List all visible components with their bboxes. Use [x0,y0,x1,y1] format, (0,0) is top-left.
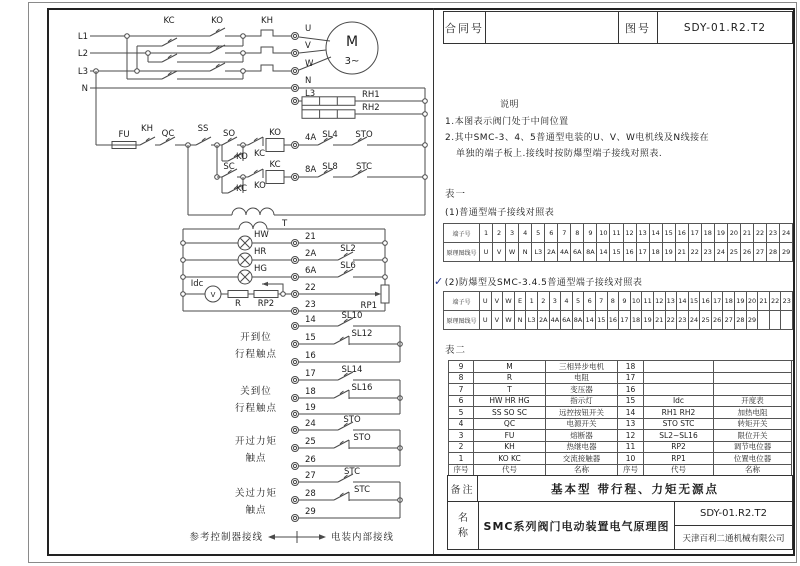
wire-header: 原理图线号 [444,311,480,330]
label-4a: 4A [305,133,317,143]
terminal-table-explosion-proof [443,291,793,330]
note-line-3: 单独的端子板上.接线时按防爆型端子接线对照表. [456,149,663,159]
table-cell: 2A [545,243,558,262]
table-cell: 27 [723,311,735,330]
legend-cell [644,361,714,373]
label-n: N [81,84,88,94]
label-sl14: SL14 [341,365,363,375]
label-hr: HR [254,247,267,257]
table-cell: 13 [637,224,650,243]
group-open-travel-line1: 开到位 [240,332,272,343]
legend-cell: 熔断器 [546,430,618,442]
label-24: 24 [305,419,316,429]
table-cell: 5 [532,224,545,243]
label-ko-coil: KO [269,128,281,138]
table-cell: 8 [608,292,620,311]
legend-cell: 三相异步电机 [546,361,618,373]
note-line-2: 2.其中SMC-3、4、5普通型电装的U、V、W电机线及N线接在 [445,133,710,143]
legend-cell: 序号 [618,465,644,477]
legend-cell: 14 [618,407,644,419]
legend-row [449,419,793,431]
table-cell: 21 [758,292,770,311]
table1-subtitle: (1)普通型端子接线对照表 [445,208,555,218]
legend-cell: 17 [618,373,644,385]
table-cell: U [480,292,492,311]
label-ss: SS [197,124,209,134]
remark-label: 备注 [448,476,478,501]
table-cell: 6 [584,292,596,311]
table-cell: 5 [573,292,585,311]
travel-open-group [235,311,402,366]
group-close-torque-line2: 触点 [245,505,267,516]
table-cell: 18 [723,292,735,311]
table-cell: 6 [545,224,558,243]
torque-close-group [235,467,402,522]
legend-cell: HW HR HG [474,396,546,408]
table-cell [770,311,782,330]
legend-cell: 6 [449,396,474,408]
label-27: 27 [305,471,316,481]
label-kh-relay: KH [261,16,273,26]
legend-cell: 代号 [474,465,546,477]
label-ko-holding: KO [236,152,248,162]
terminal-cells [480,224,793,243]
label-ko-interlock: KO [254,181,266,191]
label-sl2: SL2 [340,244,356,254]
table-cell: 28 [735,311,747,330]
label-l3: L3 [77,67,88,77]
table-cell: 22 [666,311,678,330]
label-hw: HW [254,230,269,240]
legend-cell: 变压器 [546,384,618,396]
table-cell: V [492,292,504,311]
table-row [444,243,793,262]
legend-cell: 加热电阻 [714,407,792,419]
group-open-torque-line1: 开过力矩 [234,436,278,447]
table-cell: 14 [677,292,689,311]
label-sl4: SL4 [322,130,338,140]
label-6a: 6A [305,266,317,276]
table-cell: 29 [780,243,793,262]
table-cell: 21 [676,243,689,262]
label-29: 29 [305,507,316,517]
label-22: 22 [305,283,316,293]
legend-cell: 交流接触器 [546,453,618,465]
label-n-terminal: N [305,76,312,86]
label-idc: Idc [190,279,204,289]
table-cell: 1 [526,292,538,311]
table-cell: 14 [650,224,663,243]
label-kc-coil: KC [269,160,281,170]
table-cell: L3 [526,311,538,330]
label-18: 18 [305,387,316,397]
legend-cell: 18 [618,361,644,373]
indication-circuit [181,230,389,315]
label-16: 16 [305,351,316,361]
drawing-no-label: 图号 [619,12,658,43]
legend-cell: 11 [618,442,644,454]
table-row [444,292,793,311]
table-cell: 4 [519,224,532,243]
table-cell: 2 [538,292,550,311]
voltmeter-letter: V [210,291,216,299]
table-cell: 24 [780,224,793,243]
legend-cell: SL2~SL16 [644,430,714,442]
legend-cell: 10 [618,453,644,465]
table-cell: 14 [597,243,610,262]
label-21: 21 [305,232,316,242]
legend-cell [644,373,714,385]
wire-cells [480,243,793,262]
table-cell [758,311,770,330]
table-cell: 13 [666,292,678,311]
legend-cell: QC [474,419,546,431]
label-sto-open: STO [355,130,373,140]
label-so: SO [222,129,236,139]
table-cell: 17 [689,224,702,243]
legend-cell: M [474,361,546,373]
title-bar-table [443,11,793,44]
table-cell: U [480,311,492,330]
label-rh1: RH1 [362,90,380,100]
table-cell: 23 [702,243,715,262]
table-cell: 21 [654,311,666,330]
table-cell: 24 [715,243,728,262]
label-sl10: SL10 [341,311,363,321]
contract-no-value [486,12,619,43]
legend-cell: Idc [644,396,714,408]
wire-cells [480,311,793,330]
name-block [447,502,793,550]
legend-cell: RP2 [644,442,714,454]
table-cell: 21 [741,224,754,243]
table-cell: 22 [689,243,702,262]
table-cell: 25 [728,243,741,262]
label-8a: 8A [305,165,317,175]
label-qc: QC [161,129,175,139]
table-cell: 3 [506,224,519,243]
group-close-travel-line1: 关到位 [240,386,272,397]
legend-cell [644,384,714,396]
label-v-terminal: V [305,41,311,51]
table-cell: 16 [700,292,712,311]
legend-row [449,373,793,385]
legend-cell: 名称 [546,465,618,477]
table-cell: 26 [741,243,754,262]
label-sl16: SL16 [351,383,373,393]
drawing-number: SDY-01.R2.T2 [675,502,792,526]
group-close-travel-line2: 行程触点 [234,403,278,414]
table-cell: 16 [676,224,689,243]
power-circuit [78,16,425,94]
table-cell [781,311,793,330]
table-cell: 16 [608,311,620,330]
table-cell: 23 [767,224,780,243]
legend-cell: T [474,384,546,396]
legend-cell: KO KC [474,453,546,465]
table-cell: W [506,243,519,262]
drawing-no-value: SDY-01.R2.T2 [683,21,767,34]
table-cell: 23 [781,292,793,311]
legend-cell: 2 [449,442,474,454]
legend-cell: 15 [618,396,644,408]
table-row [444,311,793,330]
notes-title: 说明 [500,100,520,110]
table-cell: 17 [712,292,724,311]
legend-cell: 12 [618,430,644,442]
table-cell: 18 [631,311,643,330]
legend-cell: 4 [449,419,474,431]
group-open-travel-line2: 行程触点 [234,349,278,360]
motor-phase: 3~ [344,56,360,67]
table-cell: V [493,243,506,262]
table-cell: 18 [702,224,715,243]
legend-cell: RH1 RH2 [644,407,714,419]
label-kh-contact: KH [141,124,153,134]
table-cell: 19 [642,311,654,330]
table-cell: 8 [571,224,584,243]
legend-cell: 1 [449,453,474,465]
label-19: 19 [305,403,316,413]
legend-row [449,453,793,465]
legend-cell: 序号 [449,465,474,477]
legend-cell: 3 [449,430,474,442]
travel-close-group [235,365,402,418]
table-cell: N [519,243,532,262]
label-sl6: SL6 [340,261,356,271]
table-cell: 25 [700,311,712,330]
label-sl12: SL12 [351,329,373,339]
legend-cell [714,384,792,396]
table-cell: 11 [610,224,623,243]
legend-cell: R [474,373,546,385]
table-cell: 26 [712,311,724,330]
table1-caption: 表一 [445,189,467,200]
legend-cell: 7 [449,384,474,396]
table-cell: 15 [596,311,608,330]
label-28: 28 [305,489,316,499]
group-open-torque-line2: 触点 [245,453,267,464]
legend-cell: 位置电位器 [714,453,792,465]
legend-cell [714,361,792,373]
legend-cell: 电源开关 [546,419,618,431]
table2-subtitle: (2)防爆型及SMC-3.4.5普通型端子接线对照表 [444,278,643,288]
legend-cell: 限位开关 [714,430,792,442]
label-kc-contactor: KC [163,16,175,26]
check-mark: ✓ [434,275,444,288]
legend-cell: KH [474,442,546,454]
legend-cell: 转矩开关 [714,419,792,431]
table-cell: 2 [493,224,506,243]
table-cell: 10 [597,224,610,243]
company-name: 天津百利二通机械有限公司 [682,533,785,544]
table-cell: 15 [663,224,676,243]
table-cell: 18 [650,243,663,262]
table-cell: 12 [624,224,637,243]
wire-header: 原理图线号 [444,243,480,262]
table-cell: 8A [573,311,585,330]
table-cell: 2A [538,311,550,330]
table-cell: 27 [754,243,767,262]
legend-cell: 代号 [644,465,714,477]
label-14: 14 [305,315,316,325]
label-kc-interlock: KC [254,149,266,159]
legend-row [449,361,793,373]
table-cell: 4 [561,292,573,311]
legend-cell: 13 [618,419,644,431]
label-2a: 2A [305,249,317,259]
legend-cell: 9 [449,361,474,373]
label-u-terminal: U [305,24,312,34]
heater-circuit [292,88,428,215]
drawing-title: SMC系列阀门电动装置电气原理图 [479,502,675,549]
table-cell: 8A [584,243,597,262]
legend-caption: 表二 [445,345,467,356]
contract-no-label: 合同号 [444,12,486,43]
legend-row [449,384,793,396]
table-cell: 17 [637,243,650,262]
label-23: 23 [305,300,316,310]
remark-text: 基本型 带行程、力矩无源点 [550,481,719,496]
table-cell: 24 [689,311,701,330]
legend-cell: 远控按钮开关 [546,407,618,419]
table-cell: 16 [624,243,637,262]
label-rh2: RH2 [362,103,380,113]
legend-cell: 5 [449,407,474,419]
table-cell: 28 [767,243,780,262]
terminal-header: 端子号 [444,224,480,243]
note-line-1: 1.本图表示阀门处于中间位置 [445,117,569,127]
table-cell: U [480,243,493,262]
terminal-table-normal [443,223,793,262]
legend-cell: 16 [618,384,644,396]
table-cell: V [492,311,504,330]
external-wiring-label: 参考控制器接线 [189,532,263,543]
label-sto-nc: STO [353,433,371,443]
table-cell: 11 [642,292,654,311]
label-sto-no: STO [343,415,361,425]
table-cell: 20 [747,292,759,311]
legend-cell: 指示灯 [546,396,618,408]
table2-subtitle-row [434,275,642,288]
table-cell: L3 [532,243,545,262]
table-cell: 20 [728,224,741,243]
table-cell: W [503,292,515,311]
internal-wiring-label: 电装内部接线 [331,532,395,543]
legend-cell: 电阻 [546,373,618,385]
table-cell: 19 [735,292,747,311]
table-cell: 23 [677,311,689,330]
label-15: 15 [305,333,316,343]
label-stc-no: STC [343,467,361,477]
table-cell: 15 [610,243,623,262]
table-cell: W [503,311,515,330]
label-sc: SC [223,162,235,172]
table-cell: 9 [619,292,631,311]
legend-cell: 开度表 [714,396,792,408]
label-sl8: SL8 [322,162,338,172]
table-cell: 1 [480,224,493,243]
table-cell: 14 [584,311,596,330]
label-17: 17 [305,369,316,379]
label-t: T [282,219,288,229]
motor-letter: M [345,34,359,50]
group-close-torque-line1: 关过力矩 [234,488,278,499]
table-row [444,224,793,243]
label-hg: HG [254,264,267,274]
table-cell: 22 [770,292,782,311]
table-cell: 6A [571,243,584,262]
terminal-header: 端子号 [444,292,480,311]
label-ko-contactor: KO [211,16,223,26]
label-stc-close: STC [355,162,373,172]
legend-cell [714,373,792,385]
legend-cell: 热继电器 [546,442,618,454]
label-r: R [235,299,241,309]
legend-cell: STO STC [644,419,714,431]
table-cell: 15 [689,292,701,311]
terminal-cells [480,292,793,311]
table-cell: 9 [584,224,597,243]
label-w-terminal: W [305,59,314,69]
label-l3-terminal: L3 [305,89,316,99]
remark-row [447,475,793,502]
legend-row [449,430,793,442]
table-cell: 4A [558,243,571,262]
table-cell: 10 [631,292,643,311]
label-rp1: RP1 [360,301,377,311]
legend-cell: RP1 [644,453,714,465]
legend-row [449,407,793,419]
legend-row [449,442,793,454]
legend-cell: FU [474,430,546,442]
table-cell: 6A [561,311,573,330]
label-kc-holding: KC [236,184,248,194]
table-cell: 3 [550,292,562,311]
table-cell: 19 [715,224,728,243]
torque-open-group [235,415,402,470]
table-cell: E [515,292,527,311]
legend-cell: 调节电位器 [714,442,792,454]
label-l2: L2 [77,49,88,59]
table-cell: 7 [558,224,571,243]
name-label: 名称 [448,502,479,549]
label-rp2: RP2 [257,299,275,309]
table-cell: 7 [596,292,608,311]
label-fu: FU [118,130,130,140]
table-cell: 17 [619,311,631,330]
legend-cell: 8 [449,373,474,385]
legend-table [448,360,793,476]
label-26: 26 [305,455,316,465]
table-cell: 19 [663,243,676,262]
table-cell: 29 [747,311,759,330]
label-25: 25 [305,437,316,447]
table-cell: 22 [754,224,767,243]
wiring-boundary-legend [189,531,394,543]
label-l1: L1 [77,32,88,42]
table-cell: 4A [550,311,562,330]
legend-cell: 名称 [714,465,792,477]
label-stc-nc: STC [353,485,371,495]
legend-cell: SS SO SC [474,407,546,419]
table-cell: 12 [654,292,666,311]
legend-row [449,396,793,408]
table-cell: N [515,311,527,330]
